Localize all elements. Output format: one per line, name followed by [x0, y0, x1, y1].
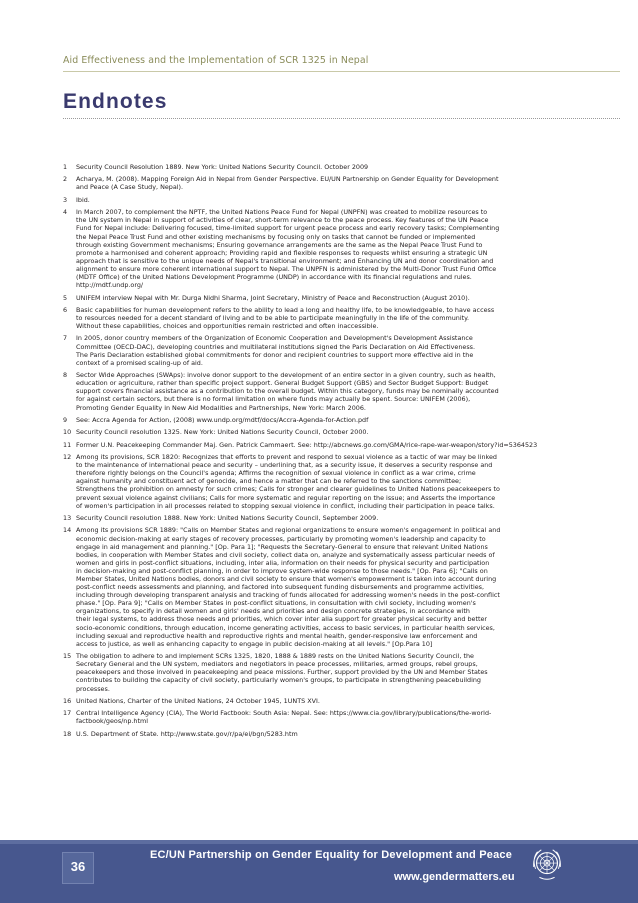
- endnote-number: 1: [63, 163, 68, 171]
- footer-accent: [0, 840, 638, 844]
- endnote-item: [63, 453, 563, 510]
- endnote-text: Central Intelligence Agency (CIA), The World Factbook: South Asia: Nepal. See: https://www.cia.gov/library/publications/the-world-factbook/geos/np.html: [76, 709, 492, 726]
- endnote-item: [63, 428, 563, 436]
- endnote-item: [63, 306, 563, 330]
- endnote-text: Among its provisions SCR 1889: "Calls on Member States and regional organizations to ensure women's engagement in political and economic decision-making at early stages of recovery processes, particularly by promoting women's leadership and capacity to engage in aid management and planning." [Op. Para 1]; "Requests the Secretary-General to ensure that relevant United Nations bodies, in cooperation with Member States and civil society, collect data on, analyze and systematically assess particular needs of women and girls in post-conflict situations, including, inter alia, information on their needs for physical security and participation in decision-making and post-conflict planning, in order to improve system-wide response to those needs." [Op. Para 6]; "Calls on Member States, United Nations bodies, donors and civil society to ensure that women's empowerment is taken into account during post-conflict needs assessments and planning, and factored into subsequent funding disbursements and programme activities, including through developing transparent analysis and tracking of funds allocated for addressing women's needs in the post-conflict phase." [Op. Para 9]; "Calls on Member States in post-conflict situations, in consultation with civil society, including women's organizations, to specify in detail women and girls' needs and priorities and design concrete strategies, in accordance with their legal systems, to address those needs and priorities, which cover inter alia support for greater physical security and better socio-economic conditions, through education, income generating activities, access to basic services, in particular health services, including sexual and reproductive health and reproductive rights and mental health, gender-responsive law enforcement and access to justice, as well as enhancing capacity to engage in public decision-making at all levels." [Op.Para 10]: [76, 526, 501, 648]
- website-link[interactable]: www.gendermatters.eu: [394, 871, 515, 883]
- endnote-text: In March 2007, to complement the NPTF, the United Nations Peace Fund for Nepal (UNPFN) was created to mobilize resources to the UN system in Nepal in support of activities of clear, short-term relevance to the peace process. Key features of the UN Peace Fund for Nepal include: Delivering focused, time-limited support for urgent peace process and early recovery tasks; Complementing the Nepal Peace Trust Fund and other existing mechanisms by focusing only on tasks that cannot be funded or implemented through existing Government mechanisms; Ensuring governance arrangements are the same as the Nepal Peace Trust Fund to promote a harmonised and coherent approach; Providing rapid and flexible responses to requests whilst ensuring a strategic UN approach that is sensitive to the unique needs of Nepal's transitional environment; and Enhancing UN and donor coordination and alignment to ensure more coherent international support to Nepal. The UNPFN is administered by the Multi-Donor Trust Fund Office (MDTF Office) of the United Nations Development Programme (UNDP) in accordance with its financial regulations and rules. http://mdtf.undp.org/: [76, 208, 500, 290]
- endnote-number: 7: [63, 334, 68, 343]
- endnote-number: 5: [63, 293, 68, 302]
- endnote-number: 13: [63, 514, 72, 523]
- endnote-text: Security Council Resolution 1889. New York: United Nations Security Council. October 2009: [76, 163, 369, 171]
- endnote-number: 3: [63, 195, 68, 204]
- endnote-item: [63, 371, 563, 411]
- endnote-number: 14: [63, 526, 72, 535]
- endnote-text: In 2005, donor country members of the Organization of Economic Cooperation and Development's Development Assistance Committee (OECD-DAC), developing countries and multilateral institutions signed the Paris Declaration on Aid Effectiveness. The Paris Declaration established global commitments for donor and recipient countries to support more effective aid in the context of a promised scaling-up of aid.: [76, 334, 476, 367]
- endnote-text: Security Council resolution 1325. New York: United Nations Security Council, October 2000.: [76, 428, 369, 437]
- endnote-number: 17: [63, 709, 72, 718]
- endnote-item: [63, 652, 563, 692]
- endnote-number: 4: [63, 208, 68, 217]
- endnote-text: Former U.N. Peacekeeping Commander Maj. Gen. Patrick Cammaert. See: http://abcnews.go.com/GMA/rice-rape-war-weapon/story?id=5364523: [76, 440, 538, 449]
- endnote-number: 10: [63, 428, 72, 437]
- endnote-item: [63, 697, 563, 705]
- endnote-item: [63, 526, 563, 647]
- endnote-item: [63, 163, 563, 171]
- endnote-number: 16: [63, 696, 72, 705]
- endnote-item: [63, 709, 563, 725]
- endnote-text: U.S. Department of State. http://www.state.gov/r/pa/ei/bgn/5283.htm: [76, 729, 298, 738]
- title-divider: [63, 118, 620, 119]
- un-emblem-icon: [528, 846, 566, 884]
- endnote-item: [63, 294, 563, 302]
- endnote-text: See: Accra Agenda for Action, (2008) www.undp.org/mdtf/docs/Accra-Agenda-for-Action.pdf: [76, 415, 369, 424]
- endnote-number: 6: [63, 305, 68, 314]
- endnotes-list: [63, 163, 563, 742]
- endnote-number: 9: [63, 415, 68, 424]
- running-head: Aid Effectiveness and the Implementation of SCR 1325 in Nepal: [63, 55, 369, 66]
- endnote-number: 18: [63, 729, 72, 738]
- endnote-item: [63, 196, 563, 204]
- endnote-item: [63, 416, 563, 424]
- endnote-item: [63, 514, 563, 522]
- endnote-text: The obligation to adhere to and implement SCRs 1325, 1820, 1888 & 1889 rests on the United Nations Security Council, the Secretary General and the UN system, mediators and negotiators in peace processes, militaries, armed groups, rebel groups, peacekeepers and those involved in peacekeeping and peace missions. Further, support provided by the UN and Member States contributes to building the capacity of civil society, particularly women's groups, to participate in strengthening peacebuilding processes.: [76, 652, 488, 693]
- endnote-number: 15: [63, 652, 72, 661]
- endnote-item: [63, 334, 563, 366]
- endnote-text: Sector Wide Approaches (SWAps): involve donor support to the development of an entire sector in a given country, such as health, education or agriculture, rather than specific project support. General Budget Support (GBS) and Sector Budget Support: Budget support covers financial assistance as a contribution to the overall budget. Within this category, funds may be nominally accounted for against certain sectors, but there is no formal limitation on where funds may actually be spent. Source: UNIFEM (2006), Promoting Gender Equality in New Aid Modalities and Partnerships, New York: March 2006.: [76, 371, 499, 412]
- endnote-number: 8: [63, 371, 68, 380]
- endnote-text: Security Council resolution 1888. New York: United Nations Security Council, September 2009.: [76, 514, 379, 523]
- endnote-item: [63, 730, 563, 738]
- endnote-text: United Nations, Charter of the United Nations, 24 October 1945, 1UNTS XVI.: [76, 696, 320, 705]
- endnote-text: Basic capabilities for human development refers to the ability to lead a long and healthy life, to be knowledgeable, to have access to resources needed for a decent standard of living and to be able to participate meaningfully in the life of the community. Without these capabilities, choices and opportunities remain restricted and often inaccessible.: [76, 305, 495, 331]
- header-divider: [63, 71, 620, 72]
- endnote-number: 11: [63, 440, 72, 449]
- endnote-number: 2: [63, 175, 68, 184]
- endnote-text: Among its provisions, SCR 1820: Recognizes that efforts to prevent and respond to sexual violence as a tactic of war may be linked to the maintenance of international peace and security – underlining that, as a security issue, it deserves a security response and therefore rightly belongs on the Council's agenda; Affirms the recognition of sexual violence in conflict as a war crime, crime against humanity and constituent act of genocide, and hence a matter that can be referred to the sanctions committee; Strengthens the prohibition on amnesty for such crimes; Calls for stronger and clearer guidelines to United Nations peacekeepers to prevent sexual violence against civilians; Calls for more systematic and regular reporting on the issue; and Asserts the importance of women's participation in all processes related to stopping sexual violence in conflict, including their participation in peace talks.: [76, 453, 500, 510]
- endnote-item: [63, 208, 563, 289]
- page-title: Endnotes: [63, 90, 168, 113]
- endnote-item: [63, 441, 563, 449]
- endnote-item: [63, 175, 563, 191]
- endnote-number: 12: [63, 453, 72, 462]
- endnote-text: Ibid.: [76, 195, 90, 204]
- partnership-title: EC/UN Partnership on Gender Equality for Development and Peace: [150, 849, 513, 861]
- endnote-text: Acharya, M. (2008). Mapping Foreign Aid in Nepal from Gender Perspective. EU/UN Partnership on Gender Equality for Development and Peace (A Case Study, Nepal).: [76, 175, 499, 192]
- endnote-text: UNIFEM interview Nepal with Mr. Durga Nidhi Sharma, Joint Secretary, Ministry of Peace and Reconstruction (August 2010).: [76, 293, 470, 302]
- page-number: 36: [70, 859, 86, 874]
